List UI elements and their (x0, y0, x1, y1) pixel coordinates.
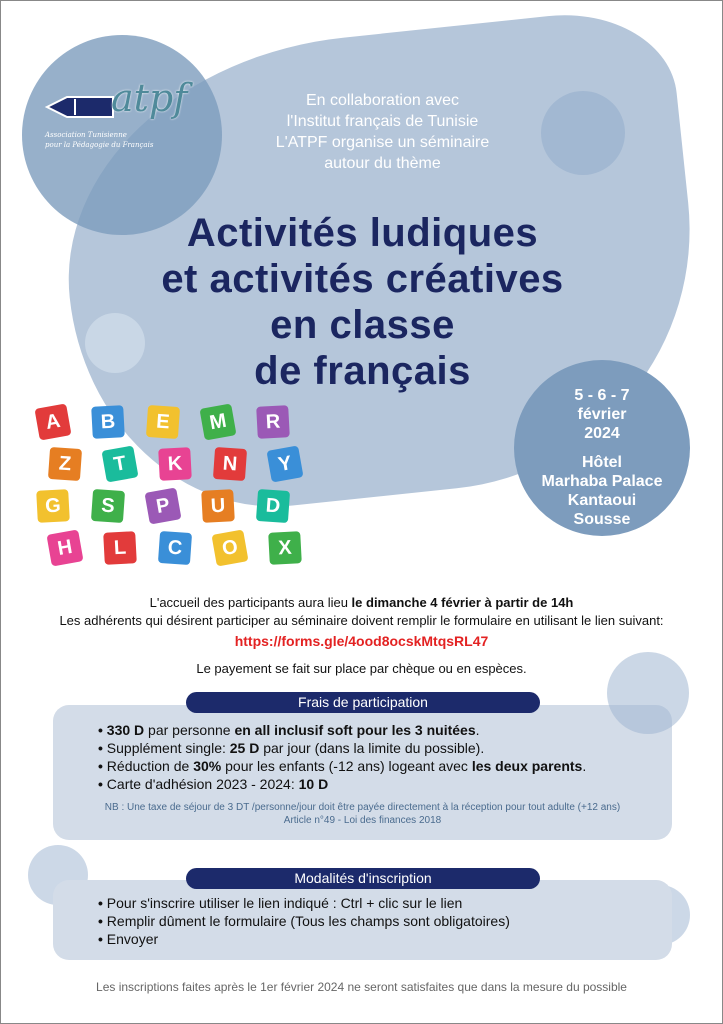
decor-circle (541, 91, 625, 175)
fee-item: • 330 D par personne en all inclusif soft pour les 3 nuitées. (98, 721, 672, 739)
puzzle-tile: K (158, 447, 192, 481)
fee-item: • Carte d'adhésion 2023 - 2024: 10 D (98, 775, 672, 793)
title-line: Activités ludiques (186, 211, 539, 255)
intro-line: l'Institut français de Tunisie (286, 113, 479, 130)
fee-item: • Réduction de 30% pour les enfants (-12 ans) logeant avec les deux parents. (98, 757, 672, 775)
logo-subtitle: Association Tunisienne (45, 131, 127, 139)
fee-item: • Supplément single: 25 D par jour (dans la limite du possible). (98, 739, 672, 757)
puzzle-tile: T (101, 445, 138, 482)
registration-step: • Remplir dûment le formulaire (Tous les champs sont obligatoires) (98, 912, 672, 930)
puzzle-tile: D (256, 489, 290, 523)
puzzle-tile: M (199, 403, 236, 440)
title-line: en classe (270, 303, 455, 347)
payment-info: Le payement se fait sur place par chèque ou en espèces. (196, 661, 527, 676)
fees-heading: Frais de participation (186, 692, 540, 713)
decor-circle (607, 652, 689, 734)
puzzle-tile: X (268, 531, 302, 565)
venue-line: Hôtel (582, 454, 622, 471)
puzzle-tile: L (103, 531, 137, 565)
tax-note: NB : Une taxe de séjour de 3 DT /personne/jour doit être payée directement à la réception pour tout adulte (+12 ans) Article n°49 - Loi des finances 2018 (104, 802, 621, 826)
puzzle-tile: P (144, 487, 181, 524)
venue-line: Sousse (573, 511, 631, 528)
event-date-venue (514, 360, 690, 536)
title-line: de français (254, 349, 471, 393)
title-line: et activités créatives (161, 257, 564, 301)
puzzle-tile: S (91, 489, 125, 523)
puzzle-tile: A (34, 403, 71, 440)
venue-line: Kantaoui (567, 492, 637, 509)
puzzle-tile: G (36, 489, 70, 523)
puzzle-tile: Z (48, 447, 82, 481)
form-instructions: Les adhérents qui désirent participer au séminaire doivent remplir le formulaire en utilisant le lien suivant: (59, 613, 664, 628)
logo-subtitle: pour la Pédagogie du Français (45, 141, 154, 149)
venue-line: Marhaba Palace (541, 473, 663, 490)
event-dates: 5 - 6 - 7 (574, 387, 630, 404)
puzzle-tile: H (46, 529, 83, 566)
puzzle-tile: E (146, 405, 180, 439)
event-year: 2024 (584, 425, 620, 442)
puzzle-tile: Y (266, 445, 303, 482)
registration-step: • Pour s'inscrire utiliser le lien indiqué : Ctrl + clic sur le lien (98, 894, 672, 912)
intro-line: En collaboration avec (306, 92, 459, 109)
pen-nib-icon (45, 94, 115, 120)
puzzle-tile: C (158, 531, 192, 565)
puzzle-tile: O (211, 529, 248, 566)
puzzle-tile: B (91, 405, 125, 439)
event-month: février (577, 406, 627, 423)
foam-letter-puzzle-image (25, 400, 310, 575)
footer-note: Les inscriptions faites après le 1er février 2024 ne seront satisfaites que dans la mesure du possible (96, 980, 627, 994)
puzzle-tile: U (201, 489, 235, 523)
registration-heading: Modalités d'inscription (186, 868, 540, 889)
intro-text (230, 90, 535, 174)
fees-box (53, 705, 672, 840)
form-link[interactable]: https://forms.gle/4ood8ocskMtqsRL47 (234, 633, 489, 649)
logo-text: atpf (111, 76, 188, 120)
puzzle-tile: R (256, 405, 290, 439)
registration-step: • Envoyer (98, 930, 672, 948)
puzzle-tile: N (213, 447, 247, 481)
intro-line: autour du thème (324, 155, 441, 172)
intro-line: L'ATPF organise un séminaire (275, 134, 490, 151)
registration-box (53, 880, 672, 960)
welcome-text: L'accueil des participants aura lieu le dimanche 4 février à partir de 14h (149, 595, 574, 610)
